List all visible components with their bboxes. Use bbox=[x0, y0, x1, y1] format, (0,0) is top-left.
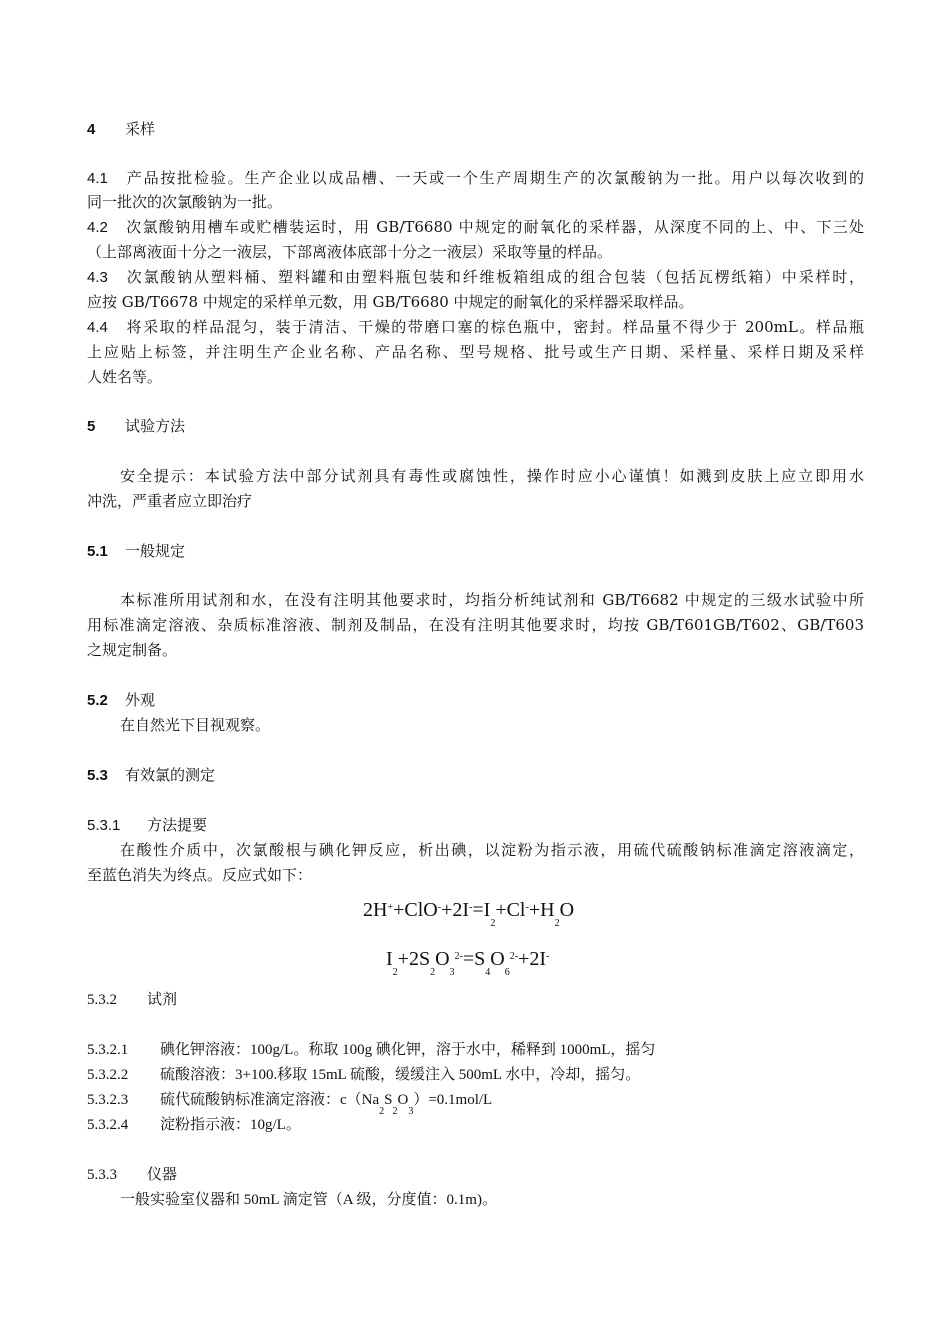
item-text: 淀粉指示液：10g/L。 bbox=[160, 1117, 301, 1133]
section-4-heading bbox=[87, 119, 155, 140]
clause-5-2-text: 在自然光下目视观察。 bbox=[120, 716, 271, 734]
section-title: 采样 bbox=[125, 121, 156, 138]
clause-5-1-line-1: 本标准所用试剂和水，在没有注明其他要求时，均指分析纯试剂和 GB/T6682 中规定的三级水试验中所 bbox=[120, 591, 864, 609]
clause-5-3-1-line-1: 在酸性介质中，次氯酸根与碘化钾反应，析出碘，以淀粉为指示液，用硫代硫酸钠标准滴定溶液滴定， bbox=[120, 841, 864, 859]
clause-4-2-line-2: （上部离液面十分之一液层，下部离液体底部十分之一液层）采取等量的样品。 bbox=[87, 243, 613, 261]
clause-4-2-line-1 bbox=[87, 217, 864, 238]
item-number: 5.3.2.2 bbox=[87, 1067, 129, 1083]
clause-5-3-1-line-2: 至蓝色消失为终点。反应式如下： bbox=[87, 866, 313, 884]
item-text: 硫代硫酸钠标准滴定溶液：c（Na bbox=[160, 1092, 380, 1108]
section-number: 5.2 bbox=[87, 692, 108, 709]
clause-5-1-line-2: 用标准滴定溶液、杂质标准溶液、制剂及制品，在没有注明其他要求时，均按 GB/T601GB/T602、GB/T603 bbox=[87, 616, 864, 634]
item-text: 硫酸溶液：3+100.移取 15mL 硫酸，缓缓注入 500mL 水中，冷却，摇匀。 bbox=[160, 1067, 641, 1083]
section-5-3-2-heading bbox=[87, 990, 177, 1010]
clause-5-1-line-3: 之规定制备。 bbox=[87, 641, 178, 659]
safety-note-line-2: 冲洗，严重者应立即治疗 bbox=[87, 492, 253, 510]
section-number: 5.3 bbox=[87, 767, 108, 784]
clause-5-3-3-text: 一般实验室仪器和 50mL 滴定管（A 级，分度值：0.1m)。 bbox=[120, 1192, 497, 1208]
clause-text: 次氯酸钠从塑料桶、塑料罐和由塑料瓶包装和纤维板箱组成的组合包装（包括瓦楞纸箱）中采样时， bbox=[125, 268, 864, 286]
clause-4-3-line-2: 应按 GB/T6678 中规定的采样单元数，用 GB/T6680 中规定的耐氧化的采样器采取样品。 bbox=[87, 293, 694, 311]
clause-number: 4.4 bbox=[87, 319, 108, 336]
section-5-heading bbox=[87, 416, 185, 437]
clause-4-4-line-2: 上应贴上标签，并注明生产企业名称、产品名称、型号规格、批号或生产日期、采样量、采样日期及采样 bbox=[87, 343, 864, 361]
reagent-5-3-2-1 bbox=[87, 1040, 655, 1060]
section-5-3-heading bbox=[87, 765, 215, 786]
section-title: 一般规定 bbox=[125, 543, 186, 560]
clause-number: 4.1 bbox=[87, 170, 108, 187]
item-number: 5.3.2.1 bbox=[87, 1042, 129, 1058]
clause-4-1-line-2: 同一批次的次氯酸钠为一批。 bbox=[87, 193, 283, 211]
section-5-2-heading bbox=[87, 690, 155, 711]
clause-4-3-line-1 bbox=[87, 267, 864, 288]
section-title: 外观 bbox=[125, 692, 156, 709]
reaction-equation-1: $2H^++ClO^-+2I^-=I_2+Cl^-+H_2O$ bbox=[363, 899, 575, 929]
section-number: 5.3.1 bbox=[87, 817, 121, 834]
clause-4-4-line-1 bbox=[87, 317, 864, 338]
clause-text: 将采取的样品混匀，装于清洁、干燥的带磨口塞的棕色瓶中，密封。样品量不得少于 200mL。样品瓶 bbox=[125, 318, 864, 336]
clause-number: 4.2 bbox=[87, 219, 108, 236]
safety-note-line-1: 安全提示：本试验方法中部分试剂具有毒性或腐蚀性，操作时应小心谨慎！如溅到皮肤上应立即用水 bbox=[120, 467, 864, 485]
clause-number: 4.3 bbox=[87, 269, 108, 286]
clause-4-1-line-1 bbox=[87, 168, 864, 189]
clause-4-4-line-3: 人姓名等。 bbox=[87, 368, 163, 386]
section-title: 试剂 bbox=[147, 992, 178, 1008]
section-title: 仪器 bbox=[147, 1167, 178, 1183]
reagent-5-3-2-4 bbox=[87, 1115, 301, 1135]
section-number: 4 bbox=[87, 121, 96, 138]
section-title: 试验方法 bbox=[125, 418, 186, 435]
section-5-3-1-heading bbox=[87, 815, 207, 836]
item-text: 碘化钾溶液：100g/L。称取 100g 碘化钾，溶于水中，稀释到 1000mL，摇匀 bbox=[160, 1042, 656, 1058]
clause-text: 产品按批检验。生产企业以成品槽、一天或一个生产周期生产的次氯酸钠为一批。用户以每次收到的 bbox=[125, 169, 864, 187]
section-number: 5 bbox=[87, 418, 96, 435]
reagent-5-3-2-2 bbox=[87, 1065, 640, 1085]
section-title: 方法提要 bbox=[147, 817, 208, 834]
clause-text: 次氯酸钠用槽车或贮槽装运时，用 GB/T6680 中规定的耐氧化的采样器，从深度不同的上、中、下三处 bbox=[125, 218, 864, 236]
item-number: 5.3.2.4 bbox=[87, 1117, 129, 1133]
reaction-equation-2: $I_2+2S_2O_3^{2-}=S_4O_6^{2-}+2I^-$ bbox=[386, 948, 550, 978]
section-title: 有效氯的测定 bbox=[125, 767, 216, 784]
section-5-3-3-heading bbox=[87, 1165, 177, 1185]
item-number: 5.3.2.3 bbox=[87, 1092, 129, 1108]
section-number: 5.1 bbox=[87, 543, 108, 560]
section-number: 5.3.2 bbox=[87, 992, 117, 1008]
reagent-5-3-2-3: 5.3.2.3 硫代硫酸钠标准滴定溶液：$c(Na_2S_2O_3)=0.1mol/L$ bbox=[87, 1092, 493, 1117]
section-number: 5.3.3 bbox=[87, 1167, 117, 1183]
section-5-1-heading bbox=[87, 541, 185, 562]
